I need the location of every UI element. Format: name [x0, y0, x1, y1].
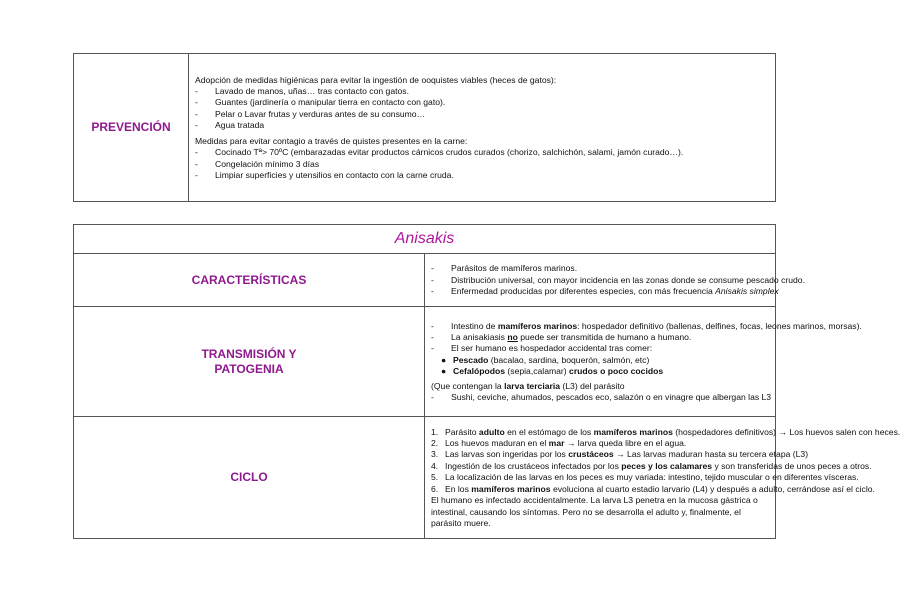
anisakis-table: [73, 224, 900, 539]
list-item: - Congelación mínimo 3 días: [195, 158, 320, 169]
transmision-label: TRANSMISIÓN Y PATOGENIA: [74, 307, 425, 417]
list-item: - Sushi, ceviche, ahumados, pescados eco, salazón o en vinagre que albergan las L3: [431, 392, 772, 403]
list-item: - Parásitos de mamíferos marinos.: [431, 263, 578, 274]
list-item: 5. La localización de las larvas en los peces es muy variada: intestino, tejido muscular o en diferentes vísceras.: [431, 472, 859, 483]
list-item: - Enfermedad producidas por diferentes especies, con más frecuencia Anisakis simplex: [431, 286, 779, 297]
list-item: - Guantes (jardinería o manipular tierra en contacto con gato).: [195, 97, 446, 108]
list-item: - Limpiar superficies y utensilios en contacto con la carne cruda.: [195, 169, 454, 180]
list-item: - Agua tratada: [195, 120, 265, 131]
list-item: - Pelar o Lavar frutas y verduras antes de su consumo…: [195, 108, 426, 119]
ciclo-row: [74, 417, 776, 539]
list-item: - El ser humano es hospedador accidental tras comer:: [431, 343, 653, 354]
ciclo-label: CICLO: [74, 417, 425, 539]
species-name: Anisakis simplex: [715, 286, 779, 297]
ciclo-final: El humano es infectado accidentalmente. La larva L3 penetra en la mucosa gástrica o intestinal, causando los síntomas. Pero no se desarrolla el adulto y, finalmente, el parásito muere.: [431, 495, 758, 528]
caracteristicas-row: [74, 254, 776, 307]
transmision-note: (Que contengan la larva terciaria (L3) del parásito: [431, 380, 625, 391]
list-item: - Distribución universal, con mayor incidencia en las zonas donde se consume pescado crudo.: [431, 274, 805, 285]
transmision-row: [74, 307, 776, 417]
list-item: 2. Los huevos maduran en el mar → larva queda libre en el agua.: [431, 438, 687, 449]
list-item: 1. Parásito adulto en el estómago de los mamíferos marinos (hospedadores definitivos) → Los huevos salen con heces.: [431, 426, 900, 437]
ciclo-content: [425, 417, 900, 539]
list-item: - Intestino de mamíferos marinos: hospedador definitivo (ballenas, delfines, focas, leones marinos, morsas).: [431, 320, 862, 331]
list-item: ● Cefalópodos (sepia,calamar) crudos o poco cocidos: [431, 366, 770, 377]
bullet-icon: ●: [441, 354, 447, 365]
list-item: 6. En los mamíferos marinos evoluciona al cuarto estadio larvario (L4) y después a adulto, cerrándose así el ciclo.: [431, 483, 875, 494]
caracteristicas-content: [425, 254, 805, 307]
prevencion-row: [74, 54, 776, 202]
prevencion-intro2: Medidas para evitar contagio a través de quistes presentes en la carne:: [195, 135, 468, 146]
anisakis-title-row: [74, 225, 776, 254]
prevencion-content: [189, 54, 776, 202]
anisakis-title: Anisakis: [74, 225, 776, 254]
list-item: 4. Ingestión de los crustáceos infectados por los peces y los calamares y son transferidas de unos peces a otros.: [431, 460, 872, 471]
list-item: ● Pescado (bacalao, sardina, boquerón, salmón, etc): [431, 355, 770, 366]
prevencion-label: PREVENCIÓN: [74, 54, 189, 202]
prevencion-intro1: Adopción de medidas higiénicas para evitar la ingestión de ooquistes viables (heces de gatos):: [195, 74, 557, 85]
prevencion-table: [73, 53, 776, 202]
list-item: - Cocinado Tª> 70ºC (embarazadas evitar productos cárnicos crudos curados (chorizo, salchichón, salami, jamón curado…).: [195, 147, 684, 158]
transmision-content: [425, 307, 862, 417]
list-item: 3. Las larvas son ingeridas por los crustáceos → Las larvas maduran hasta su tercera etapa (L3): [431, 449, 809, 460]
bullet-icon: ●: [441, 366, 447, 377]
caracteristicas-label: CARACTERÍSTICAS: [74, 254, 425, 307]
list-item: - La anisakiasis no puede ser transmitida de humano a humano.: [431, 331, 692, 342]
list-item: - Lavado de manos, uñas… tras contacto con gatos.: [195, 86, 409, 97]
